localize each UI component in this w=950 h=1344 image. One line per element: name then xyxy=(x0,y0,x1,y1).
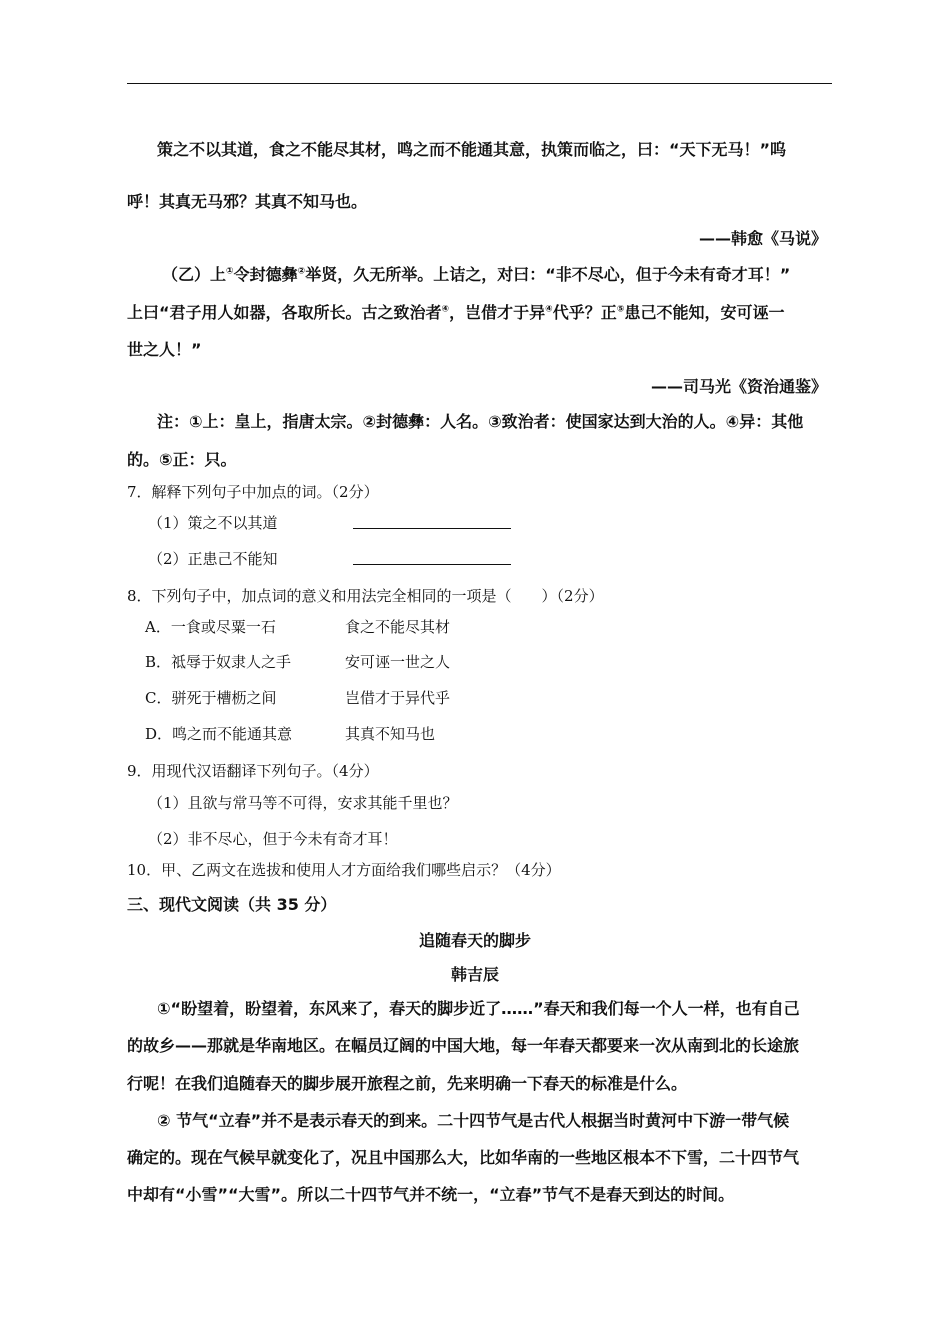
yi-source: ——司马光《资治通鉴》 xyxy=(650,377,827,396)
q9-item-1: （1）且欲与常马等不可得，安求其能千里也？ xyxy=(148,794,458,812)
article-p2-line-1: ② 节气“立春”并不是表示春天的到来。二十四节气是古代人根据当时黄河中下游一带气候 xyxy=(157,1111,790,1130)
yi-line-2: 上曰“君子用人如器，各取所长。古之致治者④，岂借才于异④代乎？正⑤患己不能知，安可诬一 xyxy=(127,303,785,322)
q9-item-2: （2）非不尽心，但于今未有奇才耳！ xyxy=(148,830,398,848)
q8-option-b-left: B．祗辱于奴隶人之手 xyxy=(145,653,292,671)
q8-option-c-left: C．骈死于槽枥之间 xyxy=(145,689,277,707)
q8-option-d-left: D．鸣之而不能通其意 xyxy=(145,725,293,743)
q8-option-a-right: 食之不能尽其材 xyxy=(345,618,451,636)
q8-option-a-left: A．一食或尽粟一石 xyxy=(145,618,276,636)
article-p2-line-3: 中却有“小雪”“大雪”。所以二十四节气并不统一，“立春”节气不是春天到达的时间。 xyxy=(127,1185,735,1204)
yi-line-3: 世之人！” xyxy=(127,340,202,359)
note-marker: ② xyxy=(297,266,306,277)
header-rule xyxy=(127,83,832,84)
note-marker: ① xyxy=(226,266,234,277)
article-p2-line-2: 确定的。现在气候早就变化了，况且中国那么大，比如华南的一些地区根本不下雪，二十四节气 xyxy=(127,1148,800,1167)
jia-source: ——韩愈《马说》 xyxy=(698,229,827,248)
article-p1-line-3: 行呢！在我们追随春天的脚步展开旅程之前，先来明确一下春天的标准是什么。 xyxy=(127,1074,688,1093)
q8-option-c-right: 岂借才于异代乎 xyxy=(345,689,451,707)
note-marker: ④ xyxy=(441,304,450,315)
q7-stem: 7．解释下列句子中加点的词。（2分） xyxy=(127,483,379,501)
note-marker: ⑤ xyxy=(616,304,625,315)
yi-note-2: 的。⑤正：只。 xyxy=(127,450,237,469)
q7-item-1: （1）策之不以其道 xyxy=(148,514,278,532)
q7-item-2: （2）正患己不能知 xyxy=(148,550,278,568)
yi-line-1: （乙）上①令封德彝②举贤，久无所举。上诘之，对曰：“非不尽心，但于今未有奇才耳！” xyxy=(162,265,791,284)
section-3-heading: 三、现代文阅读（共 35 分） xyxy=(127,895,337,914)
q8-stem: 8．下列句子中，加点词的意义和用法完全相同的一项是（ ）（2分） xyxy=(127,587,604,605)
q10-stem: 10．甲、乙两文在选拔和使用人才方面给我们哪些启示？（4分） xyxy=(127,861,561,879)
yi-note-1: 注：①上：皇上，指唐太宗。②封德彝：人名。③致治者：使国家达到大治的人。④异：其他 xyxy=(157,412,804,431)
q7-answer-blank-1[interactable] xyxy=(353,528,511,529)
q8-option-b-right: 安可诬一世之人 xyxy=(345,653,451,671)
jia-line-1: 策之不以其道，食之不能尽其材，鸣之而不能通其意，执策而临之，曰：“天下无马！”呜 xyxy=(157,140,787,159)
article-p1-line-2: 的故乡——那就是华南地区。在幅员辽阔的中国大地，每一年春天都要来一次从南到北的长途旅 xyxy=(127,1036,800,1055)
jia-line-2: 呼！其真无马邪？其真不知马也。 xyxy=(127,192,368,211)
q9-stem: 9．用现代汉语翻译下列句子。（4分） xyxy=(127,762,379,780)
q8-option-d-right: 其真不知马也 xyxy=(345,725,436,743)
article-title: 追随春天的脚步 xyxy=(418,931,531,950)
article-p1-line-1: ①“盼望着，盼望着，东风来了，春天的脚步近了……”春天和我们每一个人一样，也有自己 xyxy=(157,999,800,1018)
note-marker: ④ xyxy=(545,304,553,315)
q7-answer-blank-2[interactable] xyxy=(353,564,511,565)
article-author: 韩吉辰 xyxy=(450,965,499,984)
